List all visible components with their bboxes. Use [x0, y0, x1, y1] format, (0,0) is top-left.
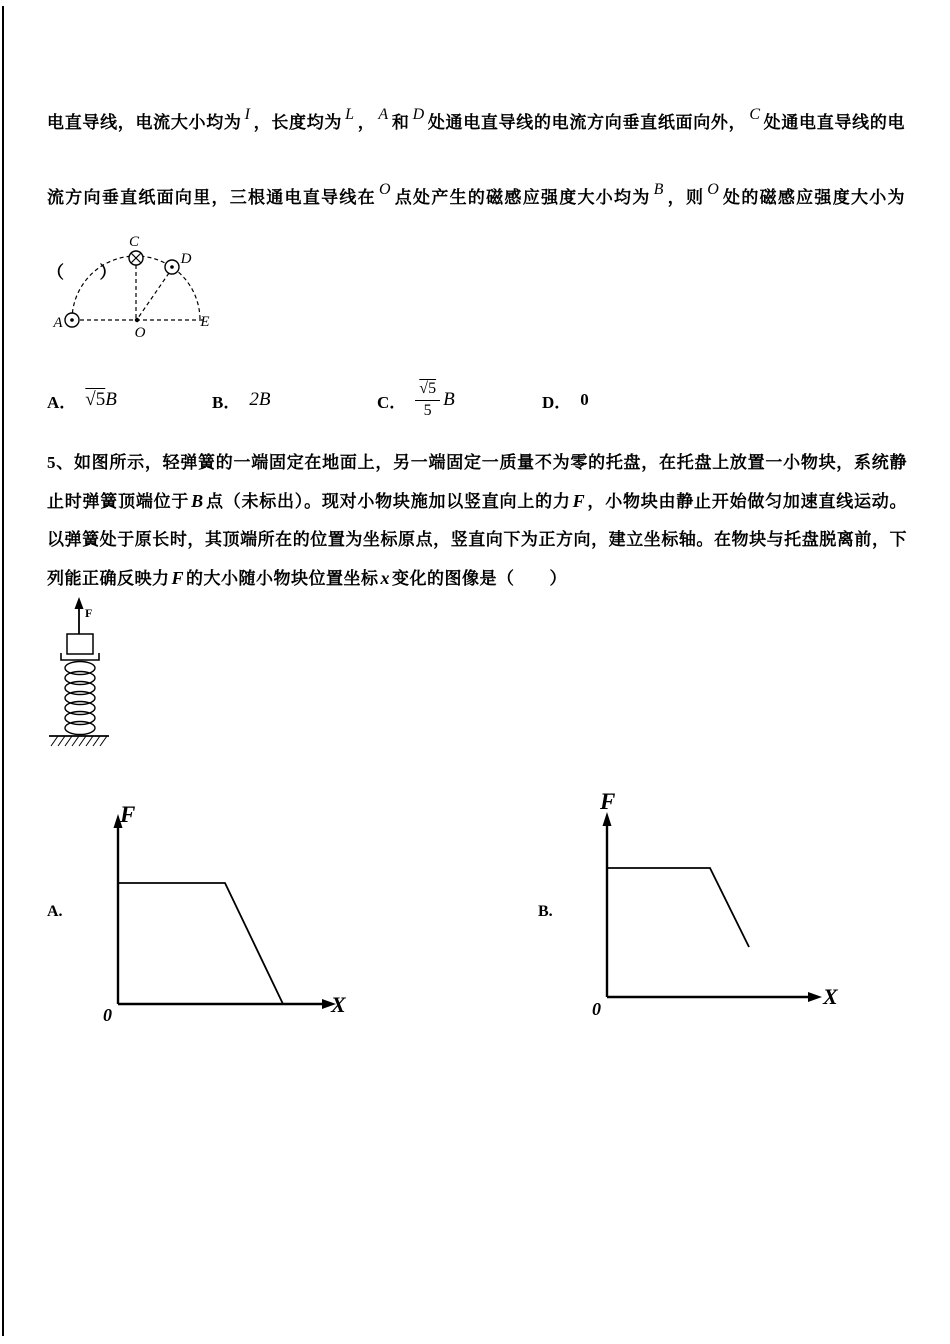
math-variable: D — [412, 106, 425, 124]
text-run: 处的磁感应强度大小为（ ） — [47, 188, 906, 282]
graph-b-x-arrow — [808, 992, 822, 1002]
graph-a-origin-label: 0 — [103, 1005, 112, 1025]
option-c-coef: B — [443, 389, 455, 410]
option-c-denominator: 5 — [423, 401, 432, 419]
ground-hatching — [51, 736, 107, 746]
label-point-a: A — [53, 315, 63, 331]
option-d-label: D． — [542, 392, 572, 412]
option-c — [377, 380, 542, 420]
graph-b-y-arrow — [603, 812, 612, 826]
option-a-coef: B — [105, 389, 117, 410]
math-variable: I — [244, 106, 251, 124]
point-o-dot — [135, 318, 139, 322]
text-run: 的大小随小物块位置坐标 — [186, 569, 379, 588]
text-run: 点（未标出）。现对小物块施加以竖直向上的力 — [205, 492, 571, 511]
text-run: 点处产生的磁感应强度大小均为 — [394, 188, 651, 207]
graph-b-x-label: X — [823, 984, 838, 1009]
option-b — [212, 388, 377, 413]
wire-a-dot — [70, 318, 74, 322]
graph-a-figure — [93, 790, 363, 1040]
label-point-o: O — [134, 325, 146, 341]
page-left-rule — [2, 6, 4, 1336]
graph-b-panel-label: B. — [538, 903, 553, 920]
text-run: ，则 — [666, 188, 705, 207]
math-variable: A — [378, 106, 389, 124]
graph-b-curve — [607, 868, 749, 947]
spring-figure — [45, 594, 123, 756]
option-d — [542, 388, 707, 413]
math-variable: F — [171, 568, 185, 588]
option-c-label: C． — [377, 392, 407, 412]
text-run: ，长度均为 — [253, 113, 343, 132]
text-run: 处通电直导线的电流方向垂直纸面向外， — [427, 113, 747, 132]
option-c-fraction — [415, 380, 440, 420]
option-a-label: A． — [47, 392, 77, 412]
option-d-value: 0 — [580, 390, 589, 409]
math-variable: L — [345, 106, 355, 124]
option-c-numerator: √5 — [415, 380, 440, 400]
text-run: 和 — [391, 113, 410, 132]
text-run: 处通电直导线的电流方向垂直纸面向里，三根通电直导线在 — [47, 113, 906, 207]
force-arrow-head — [75, 597, 84, 609]
label-point-e: E — [200, 314, 210, 330]
graph-a-curve — [118, 883, 283, 1004]
text-run: ， — [357, 113, 376, 132]
option-b-label: B． — [212, 392, 241, 412]
text-run: 电直导线，电流大小均为 — [47, 113, 242, 132]
option-a-value — [85, 389, 117, 411]
graph-a-y-label: F — [120, 802, 136, 827]
text-run: ，小物块由静止开始做匀加速直线运动。以弹簧处于原长时，其顶端所在的位置为坐标原点，竖直向下为正方向，建立坐标轴。在物块与托盘脱离前，下列能正确反映力 — [47, 492, 908, 588]
math-variable: O — [378, 181, 391, 199]
math-variable: C — [749, 106, 761, 124]
math-variable: F — [572, 491, 586, 511]
magnetic-field-figure — [52, 230, 220, 344]
math-variable: x — [380, 568, 391, 588]
math-variable: B — [653, 181, 664, 199]
question5-text — [47, 444, 907, 598]
question4-options — [47, 374, 907, 426]
wire-d-dot — [170, 265, 174, 269]
block — [67, 634, 93, 654]
option-a-radical: √5 — [85, 389, 106, 410]
force-label: F — [85, 606, 93, 620]
math-variable: O — [707, 181, 720, 199]
graph-a-x-label: X — [331, 992, 346, 1017]
graph-a-panel-label: A. — [47, 903, 63, 920]
label-point-d: D — [180, 251, 192, 267]
label-point-c: C — [128, 234, 140, 250]
graph-b-figure — [583, 783, 858, 1033]
option-b-value: 2B — [249, 389, 271, 410]
option-a — [47, 388, 212, 413]
math-variable: B — [191, 491, 204, 511]
line-d-o — [138, 273, 169, 318]
text-run: 5、如图所示，轻弹簧的一端固定在地面上，另一端固定一质量不为零的托盘，在托盘上放置一小物块，系统静止时弹簧顶端位于 — [47, 453, 907, 511]
graph-b-y-label: F — [600, 789, 616, 814]
graph-b-origin-label: 0 — [592, 999, 601, 1019]
spring-coils — [65, 662, 95, 735]
text-run: 变化的图像是（ ） — [392, 569, 568, 588]
